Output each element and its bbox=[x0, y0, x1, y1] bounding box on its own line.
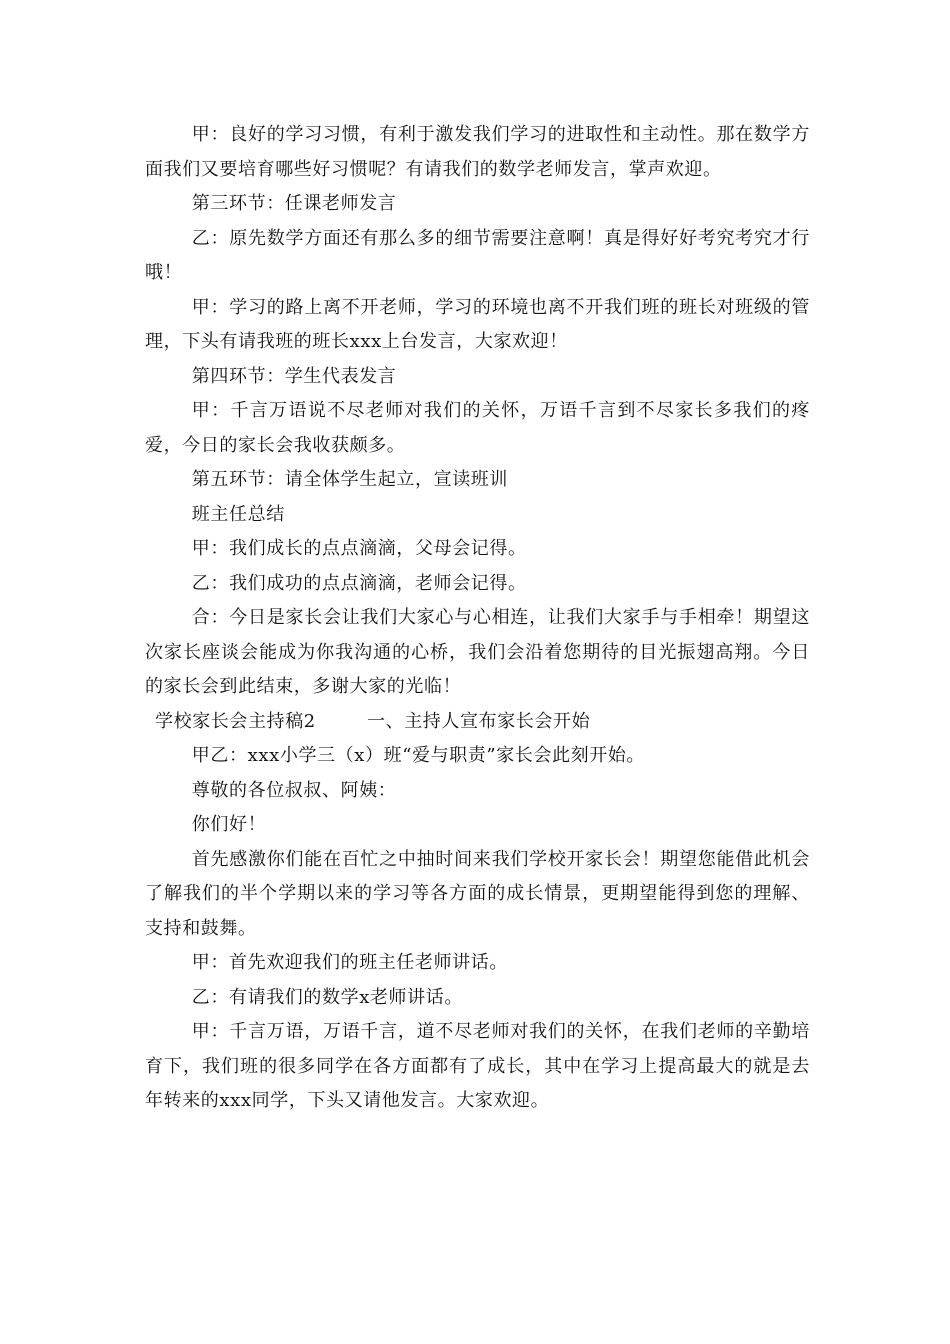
document-heading bbox=[145, 705, 810, 740]
document-subtitle: 一、主持人宣布家长会开始 bbox=[367, 710, 591, 732]
paragraph: 尊敬的各位叔叔、阿姨： bbox=[191, 779, 397, 801]
paragraph: 乙：有请我们的数学x老师讲话。 bbox=[191, 986, 463, 1008]
paragraph: 甲：千言万语，万语千言，道不尽老师对我们的关怀，在我们老师的辛勤培育下，我们班的很多同学在各方面都有了成长，其中在学习上提高最大的就是去年转来的xxx同学，下头又请他发言。大家欢迎。 bbox=[145, 1021, 810, 1111]
section-heading: 班主任总结 bbox=[191, 503, 285, 525]
paragraph: 甲乙：xxx小学三（x）班“爱与职责”家长会此刻开始。 bbox=[191, 745, 646, 766]
section-heading: 第三环节：任课老师发言 bbox=[191, 193, 397, 214]
paragraph: 你们好！ bbox=[191, 814, 267, 835]
section-heading: 第四环节：学生代表发言 bbox=[191, 365, 397, 387]
paragraph: 甲：学习的路上离不开老师，学习的环境也离不开我们班的班长对班级的管理，下头有请我班的班长xxx上台发言，大家欢迎！ bbox=[145, 296, 810, 352]
section-heading: 第五环节：请全体学生起立，宣读班训 bbox=[191, 469, 508, 490]
document-title: 学校家长会主持稿2 bbox=[155, 710, 316, 732]
paragraph: 甲：我们成长的点点滴滴，父母会记得。 bbox=[191, 538, 527, 559]
paragraph: 甲：良好的学习习惯，有利于激发我们学习的进取性和主动性。那在数学方面我们又要培育哪些好习惯呢？有请我们的数学老师发言，掌声欢迎。 bbox=[145, 124, 810, 180]
paragraph: 首先感激你们能在百忙之中抽时间来我们学校开家长会！期望您能借此机会了解我们的半个学期以来的学习等各方面的成长情景，更期望能得到您的理解、支持和鼓舞。 bbox=[145, 848, 810, 939]
paragraph: 甲：首先欢迎我们的班主任老师讲话。 bbox=[191, 952, 508, 973]
paragraph: 合：今日是家长会让我们大家心与心相连，让我们大家手与手相牵！期望这次家长座谈会能成为你我沟通的心桥，我们会沿着您期待的目光振翅高翔。今日的家长会到此结束，多谢大家的光临！ bbox=[145, 607, 810, 697]
paragraph: 乙：我们成功的点点滴滴，老师会记得。 bbox=[191, 572, 527, 594]
paragraph: 乙：原先数学方面还有那么多的细节需要注意啊！真是得好好考究考究才行哦！ bbox=[145, 227, 810, 283]
paragraph: 甲：千言万语说不尽老师对我们的关怀，万语千言到不尽家长多我们的疼爱，今日的家长会我收获颇多。 bbox=[145, 400, 810, 456]
document-body bbox=[145, 118, 810, 1119]
